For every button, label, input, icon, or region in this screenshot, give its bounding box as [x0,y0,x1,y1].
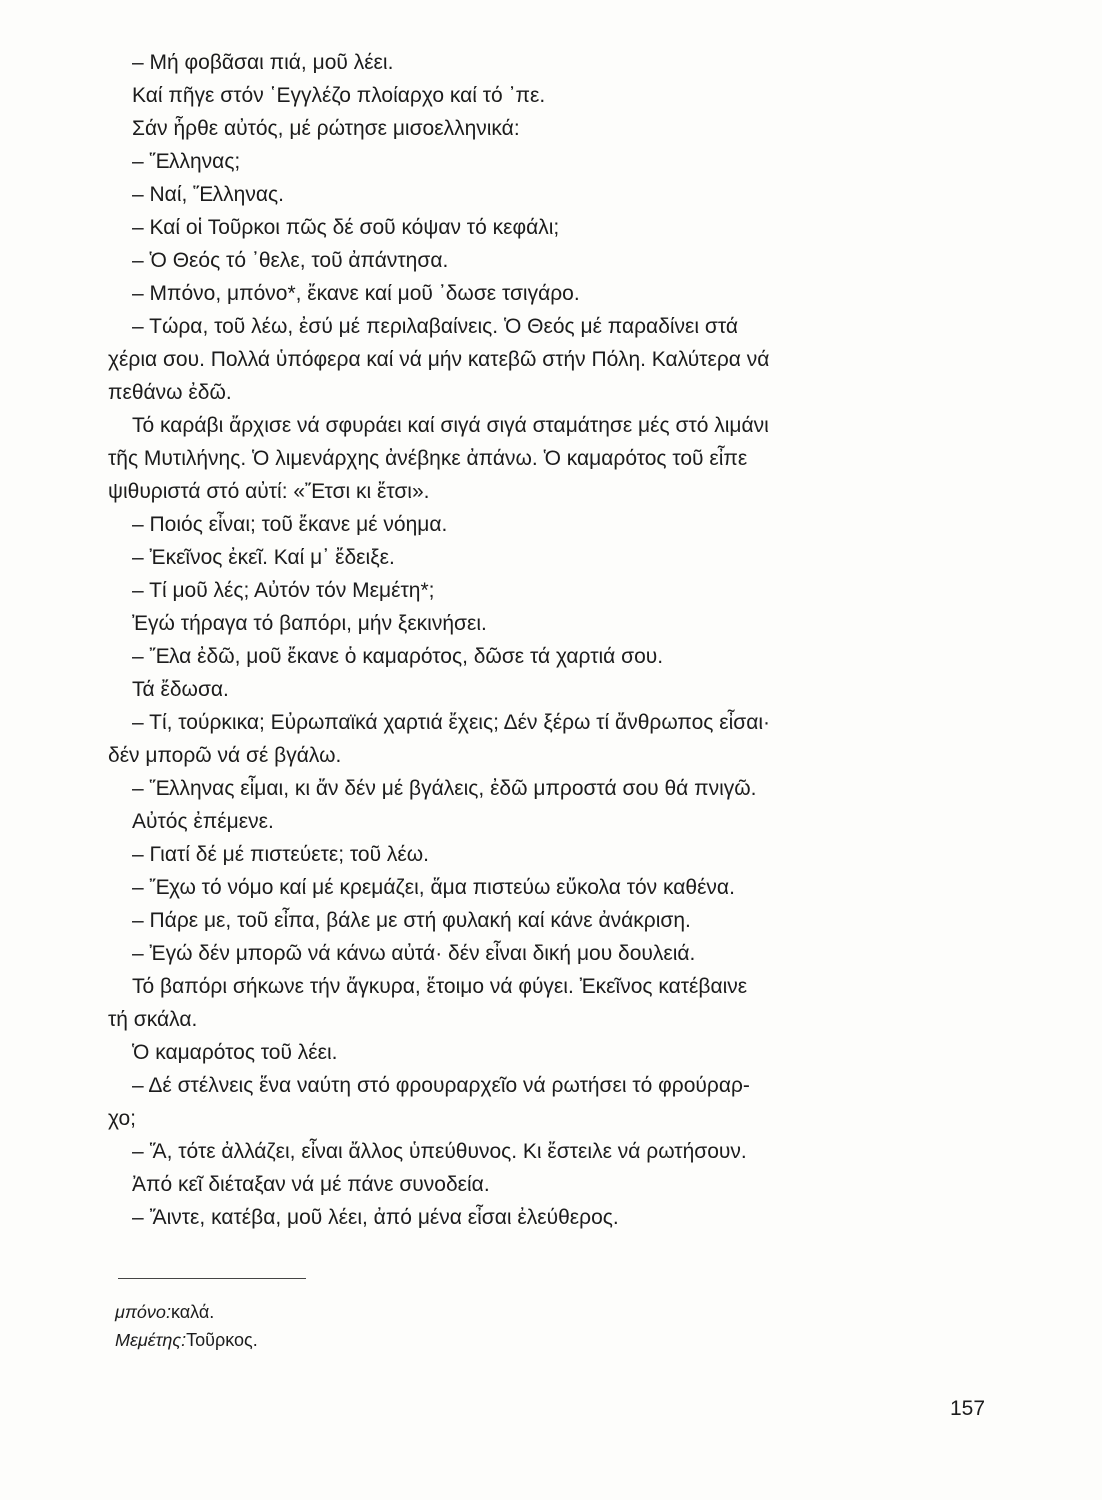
footnote-term: Μεμέτης: [115,1330,187,1350]
text-line: – Ἔχω τό νόμο καί μέ κρεμάζει, ἅμα πιστεύω εὔκολα τόν καθένα. [132,876,735,899]
text-line: χέρια σου. Πολλά ὑπόφερα καί νά μήν κατεβῶ στήν Πόλη. Καλύτερα νά [108,348,770,371]
text-line: – Ἔλα ἐδῶ, μοῦ ἔκανε ὁ καμαρότος, δῶσε τά χαρτιά σου. [132,645,664,668]
page-number: 157 [950,1397,986,1420]
text-line: – Μή φοβᾶσαι πιά, μοῦ λέει. [132,51,394,74]
text-line: Τά ἔδωσα. [132,678,229,701]
text-line: – Ποιός εἶναι; τοῦ ἔκανε μέ νόημα. [132,513,448,536]
text-line: – Πάρε με, τοῦ εἶπα, βάλε με στή φυλακή καί κάνε ἀνάκριση. [132,909,691,932]
text-line: – Τί, τούρκικα; Εὐρωπαϊκά χαρτιά ἔχεις; Δέν ξέρω τί ἄνθρωπος εἶσαι· [132,711,771,734]
text-line: – Ναί, Ἕλληνας. [132,183,284,206]
text-line: – Ὁ Θεός τό ᾿θελε, τοῦ ἀπάντησα. [132,249,449,272]
text-line: Ἀπό κεῖ διέταξαν νά μέ πάνε συνοδεία. [132,1173,490,1196]
body-text [108,46,988,1234]
text-line: Σάν ἦρθε αὐτός, μέ ρώτησε μισοελληνικά: [132,117,520,140]
text-line: Τό καράβι ἄρχισε νά σφυράει καί σιγά σιγά σταμάτησε μές στό λιμάνι [132,414,769,437]
footnote-definition: Τοῦρκος. [186,1330,258,1350]
text-line: χο; [108,1107,136,1130]
footnote-definition: καλά. [170,1302,215,1322]
footnote [115,1326,258,1354]
footnotes [115,1298,258,1354]
text-line: – Ἕλληνας; [132,150,241,173]
text-line: Καί πῆγε στόν ῾Εγγλέζο πλοίαρχο καί τό ᾿πε. [132,84,546,107]
text-line: – Καί οἱ Τοῦρκοι πῶς δέ σοῦ κόψαν τό κεφάλι; [132,216,560,239]
text-line: Ὁ καμαρότος τοῦ λέει. [132,1041,338,1064]
text-line: ψιθυριστά στό αὐτί: «Ἔτσι κι ἔτσι». [108,480,430,503]
footnote-term: μπόνο: [115,1302,171,1322]
text-line: – Τώρα, τοῦ λέω, ἐσύ μέ περιλαβαίνεις. Ὁ Θεός μέ παραδίνει στά [132,315,739,338]
text-line: – Ἄιντε, κατέβα, μοῦ λέει, ἀπό μένα εἶσαι ἐλεύθερος. [132,1206,619,1229]
text-line: – Δέ στέλνεις ἕνα ναύτη στό φρουραρχεῖο νά ρωτήσει τό φρούραρ- [132,1074,750,1097]
text-line: πεθάνω ἐδῶ. [108,381,232,404]
text-line: Ἐγώ τήραγα τό βαπόρι, μήν ξεκινήσει. [132,612,487,635]
text-line: – Ἕλληνας εἶμαι, κι ἄν δέν μέ βγάλεις, ἐδῶ μπροστά σου θά πνιγῶ. [132,777,757,800]
text-line: – Γιατί δέ μέ πιστεύετε; τοῦ λέω. [132,843,429,866]
footnote-divider [118,1278,306,1279]
text-line: – Μπόνο, μπόνο*, ἔκανε καί μοῦ ᾿δωσε τσιγάρο. [132,282,580,305]
text-line: τή σκάλα. [108,1008,198,1031]
text-line: – Τί μοῦ λές; Αὐτόν τόν Μεμέτη*; [132,579,435,602]
text-line: τῆς Μυτιλήνης. Ὁ λιμενάρχης ἀνέβηκε ἀπάνω. Ὁ καμαρότος τοῦ εἶπε [108,447,748,470]
text-line: δέν μπορῶ νά σέ βγάλω. [108,744,342,767]
text-line: – Ἐκεῖνος ἐκεῖ. Καί μ᾿ ἔδειξε. [132,546,395,569]
text-line: Τό βαπόρι σήκωνε τήν ἄγκυρα, ἕτοιμο νά φύγει. Ἐκεῖνος κατέβαινε [132,975,748,998]
text-line: – Ἐγώ δέν μπορῶ νά κάνω αὐτά· δέν εἶναι δική μου δουλειά. [132,942,696,965]
footnote [115,1298,258,1326]
text-line: – Ἅ, τότε ἀλλάζει, εἶναι ἄλλος ὑπεύθυνος. Κι ἔστειλε νά ρωτήσουν. [132,1140,747,1163]
text-line: Αὐτός ἐπέμενε. [132,810,274,833]
